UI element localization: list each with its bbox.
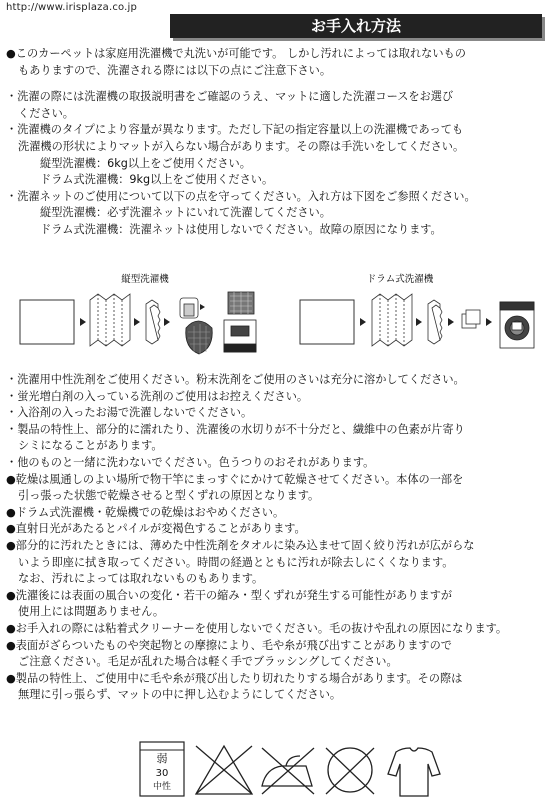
- intro-line-1: ●このカーペットは家庭用洗濯機で丸洗いが可能です。 しかし汚れによっては取れないもの: [6, 47, 466, 60]
- s2-line-14: ●洗濯後には表面の風合いの変化・若干の縮み・型くずれが発生する可能性がありますが: [6, 588, 453, 602]
- washing-diagram: [0, 270, 550, 370]
- vertical-washer-label: 縦型洗濯機: [121, 274, 169, 285]
- s2-line-3: ・入浴剤の入ったお湯で洗濯しないでください。: [6, 406, 253, 420]
- folded-mat-icon: [372, 294, 412, 346]
- no-tumble-dry-icon: [326, 748, 374, 794]
- laundry-net-icon: [186, 321, 212, 354]
- s2-line-17: ●表面がざらついたものや突起物との摩擦により、毛や糸が飛び出すことがありますので: [6, 638, 452, 652]
- page-title: お手入れ方法: [170, 14, 542, 38]
- s2-line-10: ●直射日光があたるとパイルが変褐色することがあります。: [6, 522, 306, 536]
- s1-line-8: 縦型洗濯機：必ず洗濯ネットにいれて洗濯してください。: [40, 206, 331, 220]
- s2-line-20: 無理に引っ張らず、マットの中に押し込むようにしてください。: [18, 688, 342, 702]
- s1-line-6: ドラム式洗濯機：9kg以上をご使用ください。: [40, 173, 274, 187]
- folded-block-icon: [462, 310, 480, 328]
- s1-line-2: ください。: [18, 106, 74, 120]
- arrow-icon: [200, 304, 205, 310]
- arrow-icon: [80, 318, 86, 326]
- vertical-washer-icon: [224, 292, 256, 352]
- s2-line-18: ご注意ください。毛足が乱れた場合は軽く手でブラッシングしてください。: [18, 655, 398, 669]
- arrow-icon: [360, 318, 366, 326]
- s1-line-3: ・洗濯機のタイプにより容量が異なります。ただし下記の指定容量以上の洗濯機であっても: [6, 123, 464, 137]
- no-iron-icon: [262, 748, 314, 794]
- narrow-fold-icon: [428, 300, 442, 344]
- wash-strength-text: 弱: [156, 752, 168, 765]
- wash-tub-icon: [140, 742, 184, 796]
- drum-washer-icon: [500, 302, 534, 348]
- upper-instructions: [6, 46, 542, 239]
- no-bleach-icon: [196, 746, 252, 794]
- s2-line-7: ●乾燥は風通しのよい場所で物干竿にまっすぐにかけて乾燥させてください。本体の一部を: [6, 472, 464, 486]
- s1-line-1: ・洗濯の際には洗濯機の取扱説明書をご確認のうえ、マットに適した洗濯コースをお選び: [6, 90, 454, 104]
- folded-mat-icon: [90, 294, 130, 346]
- arrow-icon: [164, 318, 170, 326]
- s2-line-11: ●部分的に汚れたときには、薄めた中性洗剤をタオルに染み込ませて固く絞り汚れが広がらな: [6, 538, 475, 552]
- s1-line-9: ドラム式洗濯機：洗濯ネットは使用しないでください。故障の原因になります。: [40, 222, 442, 236]
- s2-line-5: シミになることがあります。: [18, 439, 163, 453]
- drum-washer-label: ドラム式洗濯機: [366, 274, 434, 285]
- intro-line-2: もありますので、洗濯される際には以下の点にご注意下さい。: [18, 63, 332, 77]
- s2-line-16: ●お手入れの際には粘着式クリーナーを使用しないでください。毛の抜けや乱れの原因になります。: [6, 621, 508, 635]
- s1-line-4: 洗濯機の形状によりマットが入らない場合があります。その際は手洗いをしてください。: [18, 139, 465, 153]
- s2-line-1: ・洗濯用中性洗剤をご使用ください。粉末洗剤をご使用のさいは充分に溶かしてください。: [6, 373, 465, 386]
- wash-temp-text: 30: [155, 768, 169, 779]
- care-symbols: [0, 738, 550, 800]
- s2-line-9: ●ドラム式洗濯機・乾燥機での乾燥はおやめください。: [6, 505, 285, 519]
- mat-square-icon: [300, 300, 354, 344]
- s2-line-13: なお、汚れによっては取れないものもあります。: [18, 572, 264, 586]
- site-url: http://www.irisplaza.co.jp: [6, 2, 138, 13]
- s2-line-2: ・蛍光増白剤の入っている洗剤のご使用はお控えください。: [6, 389, 309, 403]
- lower-instructions: [6, 372, 542, 704]
- s2-line-8: 引っ張った状態で乾燥させると型くずれの原因となります。: [18, 489, 320, 503]
- s2-line-4: ・製品の特性上、部分的に濡れたり、洗濯後の水切りが不十分だと、繊維中の色素が片寄り: [6, 422, 465, 436]
- s2-line-19: ●製品の特性上、ご使用中に毛や糸が飛び出したり切れたりする場合があります。その際は: [6, 671, 463, 685]
- s2-line-15: 使用上には問題ありません。: [18, 605, 165, 619]
- s2-line-12: いよう即座に拭き取ってください。時間の経過とともに汚れが除去しにくくなります。: [18, 555, 454, 569]
- hang-dry-icon: [388, 748, 440, 796]
- arrow-icon: [448, 318, 454, 326]
- arrow-icon: [134, 318, 140, 326]
- s1-line-5: 縦型洗濯機：6kg以上をご使用ください。: [40, 156, 251, 170]
- arrow-icon: [416, 318, 422, 326]
- arrow-icon: [486, 318, 492, 326]
- s2-line-6: ・他のものと一緒に洗わないでください。色うつりのおそれがあります。: [6, 455, 375, 469]
- wash-detergent-text: 中性: [152, 782, 172, 792]
- mat-square-icon: [20, 300, 74, 344]
- rolled-mat-icon: [180, 298, 198, 318]
- narrow-fold-icon: [146, 300, 160, 344]
- s1-line-7: ・洗濯ネットのご使用について以下の点を守ってください。入れ方は下図をご参照ください。: [6, 189, 476, 203]
